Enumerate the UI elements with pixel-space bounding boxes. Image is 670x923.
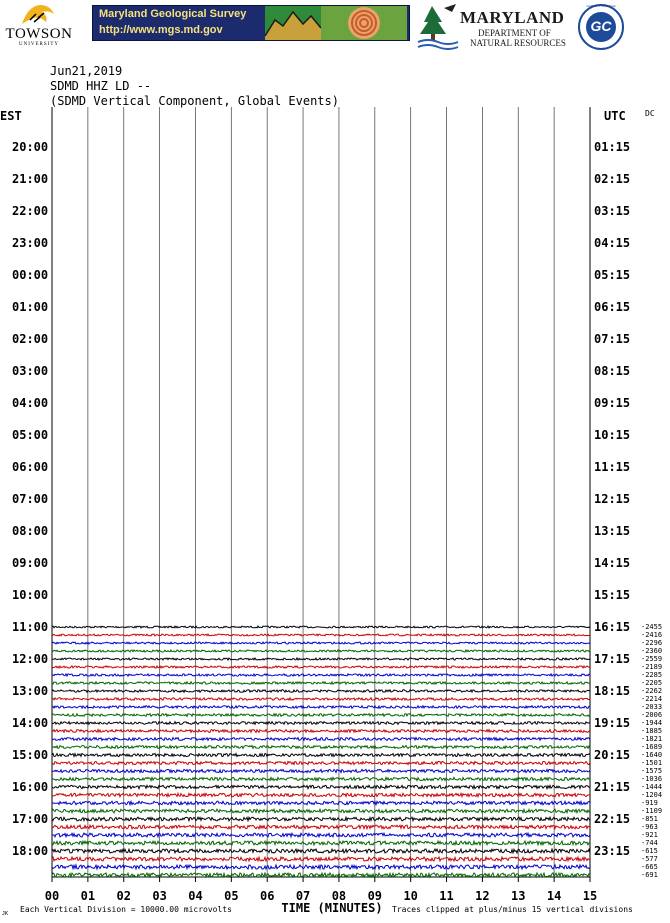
x-tick-label: 02 xyxy=(116,889,131,903)
clipping-note: Traces clipped at plus/minus 15 vertical divisions xyxy=(392,905,633,914)
trace-offset-label: -2214 xyxy=(641,695,663,703)
seismic-trace xyxy=(52,754,590,757)
est-hour-label: 02:00 xyxy=(12,332,49,346)
seismic-trace xyxy=(52,865,590,869)
garrett-college-letters: GC xyxy=(590,18,612,34)
seismic-trace xyxy=(52,674,590,676)
footer-mark: JK xyxy=(2,911,9,917)
est-hour-label: 17:00 xyxy=(12,812,49,826)
seismic-trace xyxy=(52,634,590,636)
trace-offset-label: -1885 xyxy=(641,727,663,735)
x-tick-label: 03 xyxy=(152,889,167,903)
trace-offset-label: -1444 xyxy=(641,783,663,791)
towson-sub: UNIVERSITY xyxy=(19,42,59,47)
trace-offset-label: -665 xyxy=(641,863,658,871)
trace-offset-label: -1575 xyxy=(641,767,663,775)
trace-offset-label: -1109 xyxy=(641,807,663,815)
est-hour-label: 12:00 xyxy=(12,652,49,666)
trace-offset-label: -2416 xyxy=(641,631,663,639)
seismic-trace xyxy=(52,849,590,853)
est-hour-label: 16:00 xyxy=(12,780,49,794)
utc-hour-label: 20:15 xyxy=(594,748,631,762)
seismic-trace xyxy=(52,833,590,837)
garrett-college-ring-text: GARRETT COLLEGE xyxy=(586,4,616,8)
utc-hour-label: 22:15 xyxy=(594,812,631,826)
seismic-trace xyxy=(52,746,590,749)
utc-axis-title: UTC xyxy=(604,109,626,123)
seismogram-date: Jun21,2019 xyxy=(50,64,123,78)
x-tick-label: 01 xyxy=(80,889,96,903)
trace-offset-label: -2559 xyxy=(641,655,663,663)
utc-hour-label: 13:15 xyxy=(594,524,631,538)
trace-offset-label: -2189 xyxy=(641,663,663,671)
utc-hour-label: 11:15 xyxy=(594,460,631,474)
est-hour-label: 15:00 xyxy=(12,748,49,762)
dnr-line2: DEPARTMENT OF xyxy=(478,28,551,38)
x-tick-label: 10 xyxy=(403,889,418,903)
est-hour-label: 08:00 xyxy=(12,524,49,538)
seismic-trace xyxy=(52,762,590,765)
seismic-trace xyxy=(52,841,590,845)
utc-hour-label: 02:15 xyxy=(594,172,631,186)
trace-offset-label: -744 xyxy=(641,839,658,847)
seismic-trace xyxy=(52,825,590,829)
trace-offset-label: -1821 xyxy=(641,735,663,743)
trace-offset-label: -2455 xyxy=(641,623,663,631)
utc-hour-label: 23:15 xyxy=(594,844,631,858)
trace-offset-label: -2205 xyxy=(641,679,663,687)
est-hour-label: 18:00 xyxy=(12,844,49,858)
seismic-trace xyxy=(52,658,590,660)
x-tick-label: 13 xyxy=(511,889,526,903)
trace-offset-label: -1640 xyxy=(641,751,663,759)
utc-hour-label: 04:15 xyxy=(594,236,631,250)
est-hour-label: 07:00 xyxy=(12,492,49,506)
trace-offset-label: -2296 xyxy=(641,639,663,647)
trace-offset-label: -1501 xyxy=(641,759,663,767)
utc-hour-label: 14:15 xyxy=(594,556,631,570)
utc-hour-label: 19:15 xyxy=(594,716,631,730)
x-tick-label: 06 xyxy=(259,889,275,903)
dc-corner-label: DC xyxy=(645,109,655,118)
seismic-trace xyxy=(52,738,590,741)
station-channel: SDMD HHZ LD -- xyxy=(50,79,152,93)
seismic-trace xyxy=(52,682,590,684)
x-axis-title: TIME (MINUTES) xyxy=(281,901,383,915)
utc-hour-label: 21:15 xyxy=(594,780,631,794)
utc-hour-label: 09:15 xyxy=(594,396,631,410)
trace-offset-label: -691 xyxy=(641,871,658,879)
utc-hour-label: 08:15 xyxy=(594,364,631,378)
seismic-trace xyxy=(52,642,590,644)
seismic-trace xyxy=(52,626,590,628)
dnr-name: MARYLAND xyxy=(460,8,565,27)
x-tick-label: 08 xyxy=(331,889,347,903)
utc-hour-label: 01:15 xyxy=(594,140,631,154)
utc-hour-label: 15:15 xyxy=(594,588,631,602)
utc-hour-label: 10:15 xyxy=(594,428,631,442)
seismic-trace xyxy=(52,857,590,861)
station-description: (SDMD Vertical Component, Global Events) xyxy=(50,94,339,108)
vertical-division-note: Each Vertical Division = 10000.00 microvolts xyxy=(20,905,232,914)
est-hour-label: 06:00 xyxy=(12,460,49,474)
est-hour-label: 00:00 xyxy=(12,268,49,282)
trace-offset-label: -2285 xyxy=(641,671,663,679)
est-hour-label: 13:00 xyxy=(12,684,49,698)
est-hour-label: 03:00 xyxy=(12,364,49,378)
seismic-trace xyxy=(52,769,590,772)
seismic-trace xyxy=(52,706,590,709)
est-hour-label: 09:00 xyxy=(12,556,49,570)
x-tick-label: 15 xyxy=(582,889,598,903)
trace-offset-label: -921 xyxy=(641,831,658,839)
est-hour-label: 11:00 xyxy=(12,620,49,634)
mgs-url: http://www.mgs.md.gov xyxy=(99,24,223,36)
est-hour-label: 14:00 xyxy=(12,716,49,730)
utc-hour-label: 03:15 xyxy=(594,204,631,218)
trace-offset-label: -1036 xyxy=(641,775,663,783)
seismic-trace xyxy=(52,785,590,788)
trace-offset-label: -851 xyxy=(641,815,658,823)
x-tick-label: 07 xyxy=(295,889,311,903)
seismic-trace xyxy=(52,730,590,733)
utc-hour-label: 06:15 xyxy=(594,300,631,314)
trace-offset-label: -2262 xyxy=(641,687,663,695)
est-hour-label: 22:00 xyxy=(12,204,49,218)
est-hour-label: 20:00 xyxy=(12,140,49,154)
est-axis-title: EST xyxy=(0,109,22,123)
seismic-trace xyxy=(52,650,590,652)
x-tick-label: 04 xyxy=(188,889,203,903)
trace-offset-label: -2360 xyxy=(641,647,663,655)
seismic-trace xyxy=(52,801,590,804)
seismic-trace xyxy=(52,698,590,700)
utc-hour-label: 12:15 xyxy=(594,492,631,506)
seismic-trace xyxy=(52,809,590,813)
est-hour-label: 04:00 xyxy=(12,396,49,410)
utc-hour-label: 17:15 xyxy=(594,652,631,666)
utc-hour-label: 07:15 xyxy=(594,332,631,346)
est-hour-label: 05:00 xyxy=(12,428,49,442)
est-hour-label: 10:00 xyxy=(12,588,49,602)
x-tick-label: 09 xyxy=(367,889,383,903)
est-hour-label: 21:00 xyxy=(12,172,49,186)
seismic-trace xyxy=(52,793,590,796)
dnr-line3: NATURAL RESOURCES xyxy=(470,38,566,48)
trace-offset-label: -1689 xyxy=(641,743,663,751)
towson-name: TOWSON xyxy=(5,26,73,42)
x-tick-label: 05 xyxy=(224,889,239,903)
utc-hour-label: 16:15 xyxy=(594,620,631,634)
utc-hour-label: 18:15 xyxy=(594,684,631,698)
trace-offset-label: -963 xyxy=(641,823,658,831)
x-tick-label: 00 xyxy=(44,889,60,903)
x-tick-label: 14 xyxy=(546,889,562,903)
seismic-trace xyxy=(52,777,590,780)
seismic-trace xyxy=(52,722,590,725)
x-tick-label: 12 xyxy=(475,889,490,903)
trace-offset-label: -2033 xyxy=(641,703,663,711)
mgs-title: Maryland Geological Survey xyxy=(99,8,247,20)
seismic-trace xyxy=(52,666,590,668)
trace-offset-label: -1204 xyxy=(641,791,663,799)
x-tick-label: 11 xyxy=(439,889,454,903)
trace-offset-label: -1944 xyxy=(641,719,663,727)
est-hour-label: 01:00 xyxy=(12,300,49,314)
trace-offset-label: -615 xyxy=(641,847,658,855)
seismic-trace xyxy=(52,873,590,877)
seismic-trace xyxy=(52,690,590,692)
seismic-trace xyxy=(52,817,590,821)
utc-hour-label: 05:15 xyxy=(594,268,631,282)
trace-offset-label: -577 xyxy=(641,855,658,863)
trace-offset-label: -2006 xyxy=(641,711,663,719)
est-hour-label: 23:00 xyxy=(12,236,49,250)
trace-offset-label: -919 xyxy=(641,799,658,807)
seismic-trace xyxy=(52,714,590,717)
